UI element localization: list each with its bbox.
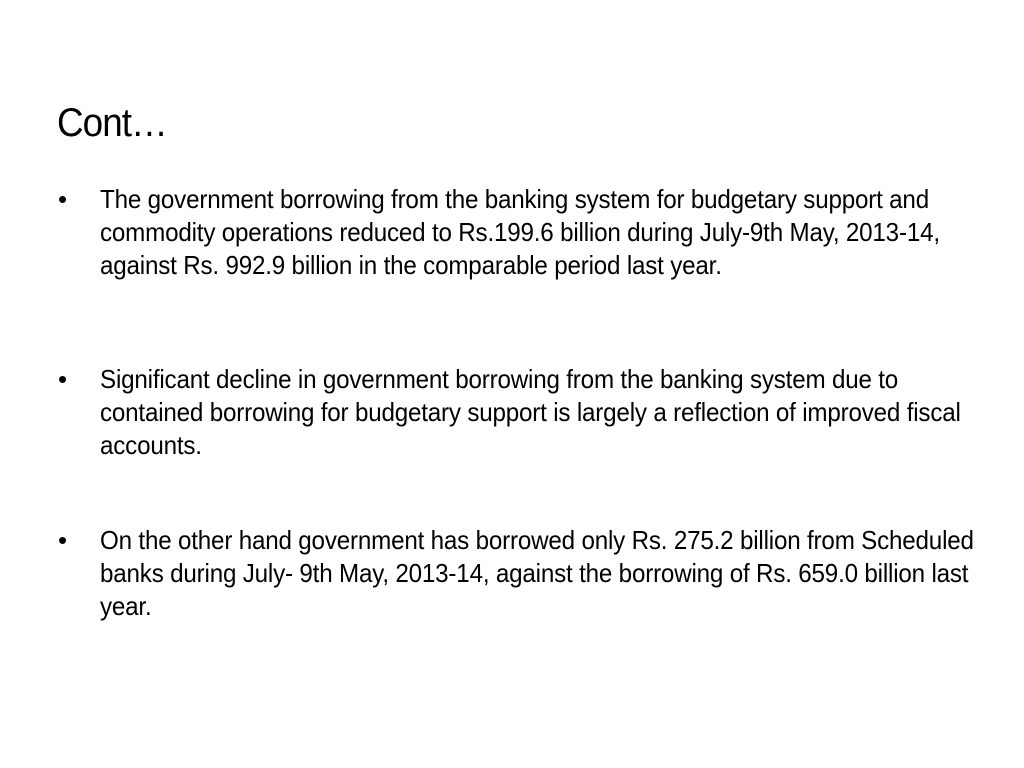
bullet-dot-icon: • <box>58 525 67 555</box>
bullet-text: The government borrowing from the banking system for budgetary support and commodity operations reduced to Rs.199.6 billion during July-9th May, 2013-14, against Rs. 992.9 billion in the comparable period last year. <box>100 184 940 280</box>
bullet-dot-icon: • <box>58 184 67 214</box>
bullet-item <box>58 363 978 462</box>
bullet-item <box>58 183 978 282</box>
slide-title: Cont… <box>57 101 167 145</box>
bullet-dot-icon: • <box>58 364 67 394</box>
bullet-text: On the other hand government has borrowed only Rs. 275.2 billion from Scheduled banks during July- 9th May, 2013-14, against the borrowing of Rs. 659.0 billion last year. <box>100 525 974 621</box>
bullet-text: Significant decline in government borrowing from the banking system due to contained borrowing for budgetary support is largely a reflection of improved fiscal accounts. <box>100 364 961 460</box>
bullet-item <box>58 524 978 623</box>
